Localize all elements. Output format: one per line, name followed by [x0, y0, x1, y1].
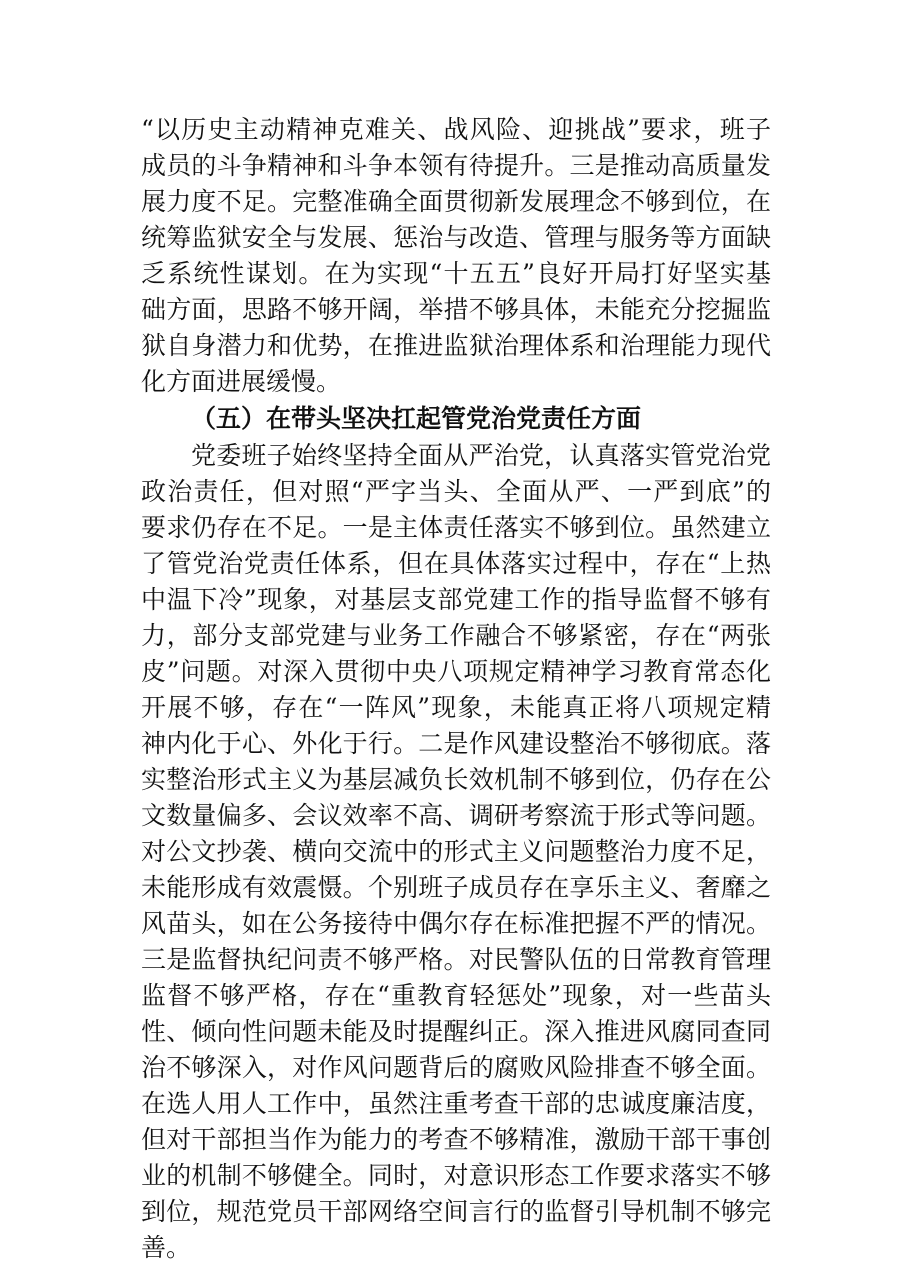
body-text-line: 力，部分支部党建与业务工作融合不够紧密，存在“两张: [141, 621, 771, 650]
body-text-line: 在选人用人工作中，虽然注重考查干部的忠诚度廉洁度，: [141, 1089, 771, 1118]
body-text-line: 到位，规范党员干部网络空间言行的监督引导机制不够完: [141, 1197, 771, 1226]
body-text-line: 础方面，思路不够开阔，举措不够具体，未能充分挖掘监: [141, 295, 771, 324]
body-text-line: 神内化于心、外化于行。二是作风建设整治不够彻底。落: [141, 729, 771, 758]
body-text-line: 未能形成有效震慑。个别班子成员存在享乐主义、奢靡之: [141, 873, 771, 902]
body-text-line: 党委班子始终坚持全面从严治党，认真落实管党治党: [191, 441, 771, 470]
body-text-line: 统筹监狱安全与发展、惩治与改造、管理与服务等方面缺: [141, 223, 771, 252]
body-text-line: 风苗头，如在公务接待中偶尔存在标准把握不严的情况。: [141, 909, 771, 938]
body-text-line: 乏系统性谋划。在为实现“十五五”良好开局打好坚实基: [141, 259, 771, 288]
body-text-line: 但对干部担当作为能力的考查不够精准，激励干部干事创: [141, 1125, 771, 1154]
body-text-line: 开展不够，存在“一阵风”现象，未能真正将八项规定精: [141, 693, 771, 722]
body-text-line: 化方面进展缓慢。: [141, 367, 342, 396]
body-text-line: 中温下冷”现象，对基层支部党建工作的指导监督不够有: [141, 585, 771, 614]
body-text-line: 善。: [141, 1233, 192, 1262]
body-text-line: 皮”问题。对深入贯彻中央八项规定精神学习教育常态化: [141, 657, 771, 686]
body-text-line: 性、倾向性问题未能及时提醒纠正。深入推进风腐同查同: [141, 1017, 771, 1046]
body-text-line: 要求仍存在不足。一是主体责任落实不够到位。虽然建立: [141, 513, 771, 542]
body-text-line: 治不够深入，对作风问题背后的腐败风险排查不够全面。: [141, 1053, 771, 1082]
body-text-line: 文数量偏多、会议效率不高、调研考察流于形式等问题。: [141, 801, 771, 830]
body-text-line: “以历史主动精神克难关、战风险、迎挑战”要求，班子: [141, 115, 771, 144]
body-text-line: 对公文抄袭、横向交流中的形式主义问题整治力度不足，: [141, 837, 771, 866]
body-text-line: 监督不够严格，存在“重教育轻惩处”现象，对一些苗头: [141, 981, 771, 1010]
section-heading: （五）在带头坚决扛起管党治党责任方面: [191, 404, 642, 433]
body-text-line: 业的机制不够健全。同时，对意识形态工作要求落实不够: [141, 1161, 771, 1190]
body-text-line: 政治责任，但对照“严字当头、全面从严、一严到底”的: [141, 477, 771, 506]
body-text-line: 成员的斗争精神和斗争本领有待提升。三是推动高质量发: [141, 151, 771, 180]
body-text-line: 狱自身潜力和优势，在推进监狱治理体系和治理能力现代: [141, 331, 771, 360]
body-text-line: 展力度不足。完整准确全面贯彻新发展理念不够到位，在: [141, 187, 771, 216]
body-text-line: 了管党治党责任体系，但在具体落实过程中，存在“上热: [141, 549, 771, 578]
body-text-line: 三是监督执纪问责不够严格。对民警队伍的日常教育管理: [141, 945, 771, 974]
body-text-line: 实整治形式主义为基层减负长效机制不够到位，仍存在公: [141, 765, 771, 794]
